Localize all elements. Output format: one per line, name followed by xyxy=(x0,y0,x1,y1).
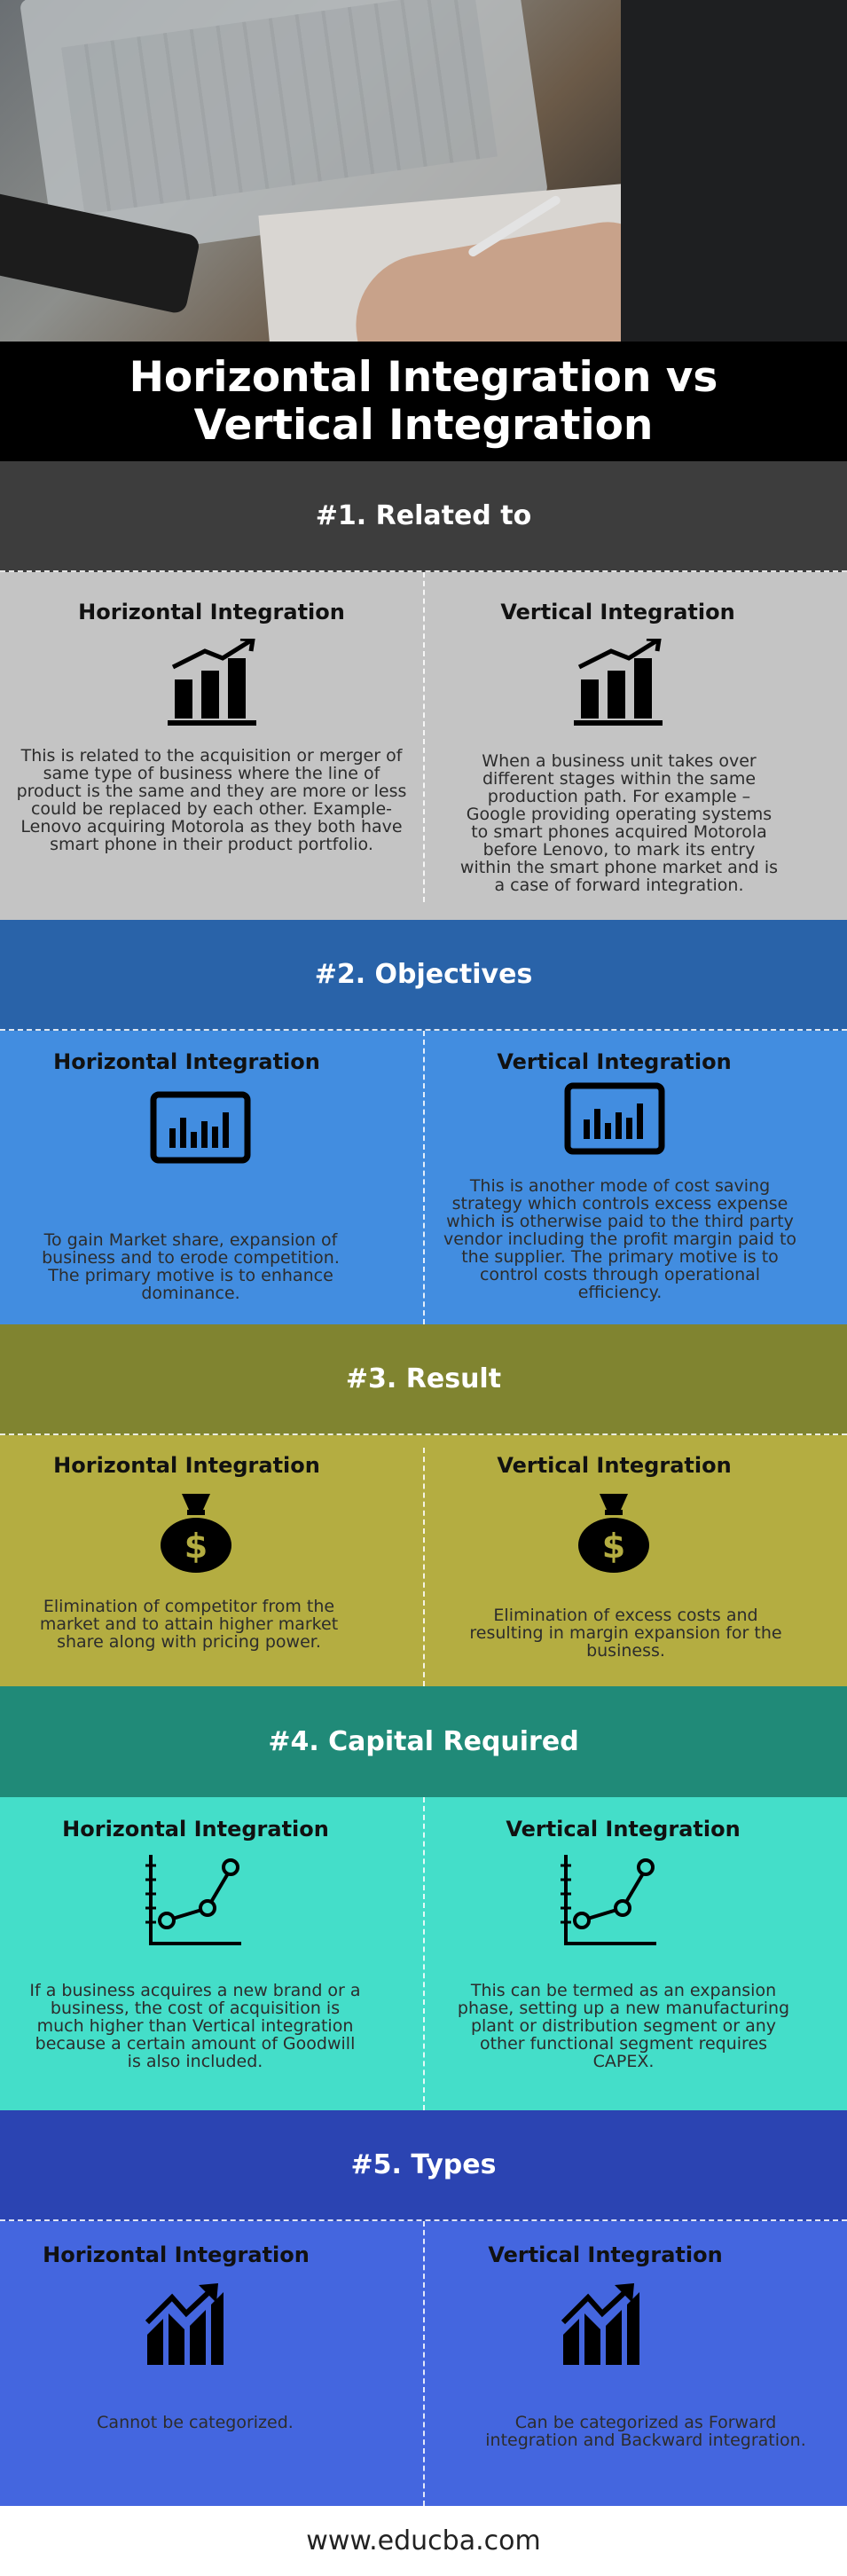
left-column xyxy=(0,1435,423,1686)
bar-chart-icon xyxy=(166,639,258,732)
section-body xyxy=(0,1031,847,1324)
section-related-to xyxy=(0,461,847,920)
section-heading-band xyxy=(0,461,847,572)
bar-chart-icon xyxy=(572,639,664,732)
section-heading: #1. Related to xyxy=(315,500,532,531)
column-text: If a business acquires a new brand or a business, the cost of acquisition is much higher than Vertical integration because a certain amount of Goodwill is also included. xyxy=(29,1981,361,2071)
title-band xyxy=(0,342,847,461)
line-graph-icon xyxy=(145,1855,243,1953)
sleeve-shape xyxy=(621,0,847,342)
left-column xyxy=(0,1031,423,1324)
section-heading-band xyxy=(0,2110,847,2221)
left-column xyxy=(0,572,423,920)
footer-url[interactable]: www.educba.com xyxy=(306,2525,541,2556)
column-title: Vertical Integration xyxy=(488,2242,723,2267)
column-text: Can be categorized as Forward integration and Backward integration. xyxy=(485,2413,806,2450)
column-text: When a business unit takes over different stages within the same production path. For example – Google providing operating systems to smart phones acquired Motorola before Lenovo, to mark its entry within the smart phone market and is a case of forward integration. xyxy=(459,751,779,895)
money-bag-icon xyxy=(159,1490,233,1578)
column-text: To gain Market share, expansion of business and to erode competition. The primary motive is to enhance dominance. xyxy=(42,1230,340,1303)
money-bag-icon xyxy=(576,1490,651,1578)
right-column xyxy=(424,1435,847,1686)
section-heading: #3. Result xyxy=(345,1363,502,1394)
section-result xyxy=(0,1324,847,1686)
line-graph-icon xyxy=(561,1855,658,1953)
monitor-chart-icon xyxy=(150,1091,251,1168)
column-title: Vertical Integration xyxy=(506,1817,741,1842)
section-body xyxy=(0,2221,847,2506)
column-text: This can be termed as an expansion phase, setting up a new manufacturing plant or distribution segment or any other functional segment requires CAPEX. xyxy=(457,1981,790,2071)
section-body xyxy=(0,572,847,920)
growth-chart-icon xyxy=(145,2283,225,2369)
column-title: Vertical Integration xyxy=(497,1453,732,1478)
column-text: Cannot be categorized. xyxy=(97,2413,294,2432)
section-body xyxy=(0,1435,847,1686)
column-title: Horizontal Integration xyxy=(53,1049,320,1074)
svg-text:$: $ xyxy=(601,1527,625,1566)
section-heading-band xyxy=(0,1324,847,1435)
section-body xyxy=(0,1797,847,2110)
section-heading-band xyxy=(0,1686,847,1797)
right-column xyxy=(424,2221,847,2506)
svg-text:$: $ xyxy=(184,1527,208,1566)
page-title: Horizontal Integration vs Vertical Integration xyxy=(129,352,718,450)
column-title: Horizontal Integration xyxy=(43,2242,310,2267)
right-column xyxy=(424,572,847,920)
left-column xyxy=(0,1797,423,2110)
left-column xyxy=(0,2221,423,2506)
section-heading-band xyxy=(0,920,847,1031)
hero-photo xyxy=(0,0,847,342)
right-column xyxy=(424,1797,847,2110)
monitor-chart-icon xyxy=(564,1082,665,1159)
right-column xyxy=(424,1031,847,1324)
column-text: Elimination of excess costs and resulting in margin expansion for the business. xyxy=(469,1606,782,1661)
column-title: Vertical Integration xyxy=(497,1049,732,1074)
section-types xyxy=(0,2110,847,2506)
column-title: Horizontal Integration xyxy=(62,1817,329,1842)
column-title: Horizontal Integration xyxy=(53,1453,320,1478)
footer xyxy=(0,2506,847,2576)
column-text: Elimination of competitor from the market and to attain higher market share along with pricing power. xyxy=(39,1597,339,1652)
section-objectives xyxy=(0,920,847,1324)
column-title: Horizontal Integration xyxy=(78,600,345,624)
section-heading: #5. Types xyxy=(350,2149,497,2180)
section-heading: #4. Capital Required xyxy=(268,1726,579,1757)
section-capital-required xyxy=(0,1686,847,2110)
section-heading: #2. Objectives xyxy=(314,959,533,990)
column-text: This is related to the acquisition or merger of same type of business where the line of product is the same and they are more or less could be replaced by each other. Example- Lenovo acquiring Motorola as they both have smart phone in their product portfolio. xyxy=(16,746,407,854)
column-text: This is another mode of cost saving strategy which controls excess expense which is otherwise paid to the third party vendor including the profit margin paid to the supplier. The primary motive is to control costs through operational efficiency. xyxy=(443,1176,797,1302)
column-title: Vertical Integration xyxy=(500,600,735,624)
growth-chart-icon xyxy=(561,2283,641,2369)
